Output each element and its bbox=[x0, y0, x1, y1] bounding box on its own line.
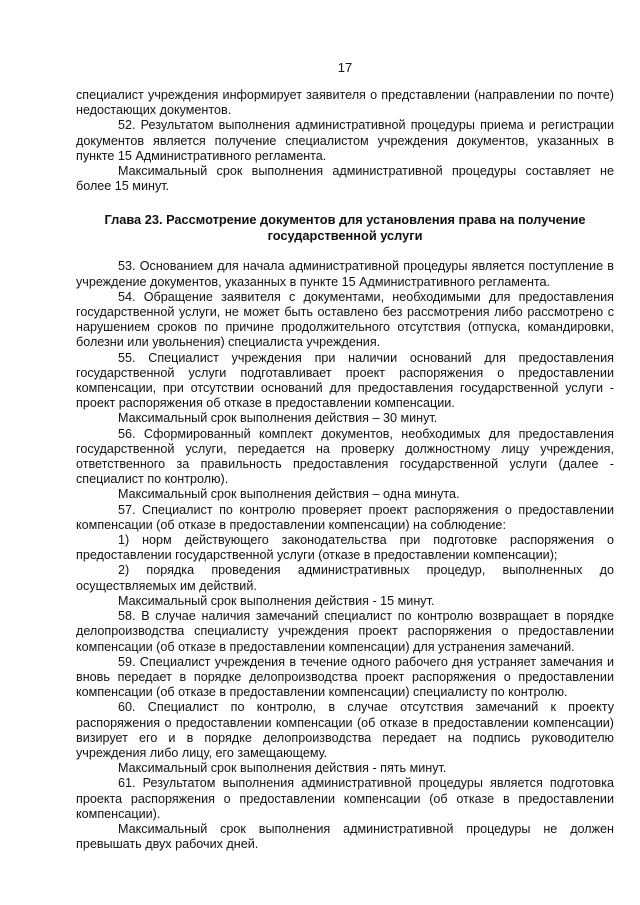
paragraph: 58. В случае наличия замечаний специалист по контролю возвращает в порядке делопроизводства специалисту учреждения проект распоряжения о предоставлении компенсации (об отказе в предоставлении компенсации) для устранения замечаний. bbox=[76, 609, 614, 654]
paragraph: специалист учреждения информирует заявителя о представлении (направлении по почте) недостающих документов. bbox=[76, 88, 614, 118]
paragraph: 52. Результатом выполнения административной процедуры приема и регистрации документов является получение специалистом учреждения документов, указанных в пункте 15 Административного регламента. bbox=[76, 118, 614, 163]
paragraph: 54. Обращение заявителя с документами, необходимыми для предоставления государственной услуги, не может быть оставлено без рассмотрения либо рассмотрено с нарушением сроков по причине продолжительного отсутствия (отпуска, командировки, болезни или увольнения) специалиста учреждения. bbox=[76, 289, 614, 350]
paragraph: 2) порядка проведения административных процедур, выполненных до осуществляемых им действий. bbox=[76, 563, 614, 593]
paragraph: 1) норм действующего законодательства при подготовке распоряжения о предоставлении государственной услуги (отказе в предоставлении компенсации); bbox=[76, 533, 614, 563]
paragraph: Максимальный срок выполнения действия – одна минута. bbox=[118, 487, 460, 502]
section-after-heading bbox=[76, 259, 614, 852]
paragraph: Максимальный срок выполнения действия - 15 минут. bbox=[118, 593, 435, 608]
paragraph: Максимальный срок выполнения административной процедуры не должен превышать двух рабочих дней. bbox=[76, 821, 614, 852]
paragraph: Максимальный срок выполнения действия - пять минут. bbox=[118, 761, 447, 776]
section-before-heading bbox=[76, 88, 614, 194]
paragraph: 53. Основанием для начала административной процедуры является поступление в учреждение документов, указанных в пункте 15 Административного регламента. bbox=[76, 259, 614, 289]
page-number: 17 bbox=[337, 60, 353, 75]
chapter-heading: Глава 23. Рассмотрение документов для установления права на получение государственной услуги bbox=[104, 212, 586, 243]
paragraph: 55. Специалист учреждения при наличии оснований для предоставления государственной услуги подготавливает проект распоряжения о предоставлении компенсации, при отсутствии оснований для предоставления государственной услуги - проект распоряжения об отказе в предоставлении компенсации. bbox=[76, 350, 614, 411]
paragraph: Максимальный срок выполнения действия – 30 минут. bbox=[118, 411, 438, 426]
paragraph: 57. Специалист по контролю проверяет проект распоряжения о предоставлении компенсации (об отказе в предоставлении компенсации) на соблюдение: bbox=[76, 502, 614, 532]
paragraph: 56. Сформированный комплект документов, необходимых для предоставления государственной услуги, передается на проверку должностному лицу учреждения, ответственного за правильность предоставления государственной услуги (далее - специалист по контролю). bbox=[76, 426, 614, 487]
paragraph: 61. Результатом выполнения административной процедуры является подготовка проекта распоряжения о предоставлении компенсации (об отказе в предоставлении компенсации). bbox=[76, 776, 614, 821]
paragraph: 59. Специалист учреждения в течение одного рабочего дня устраняет замечания и вновь передает в порядке делопроизводства проект распоряжения о предоставлении компенсации (об отказе в предоставлении компенсации) специалисту по контролю. bbox=[76, 654, 614, 700]
paragraph: Максимальный срок выполнения административной процедуры составляет не более 15 минут. bbox=[76, 164, 614, 194]
paragraph: 60. Специалист по контролю, в случае отсутствия замечаний к проекту распоряжения о предоставлении компенсации (об отказе в предоставлении компенсации) визирует его и в порядке делопроизводства передает на подпись руководителю учреждения либо лицу, его замещающему. bbox=[76, 700, 614, 760]
